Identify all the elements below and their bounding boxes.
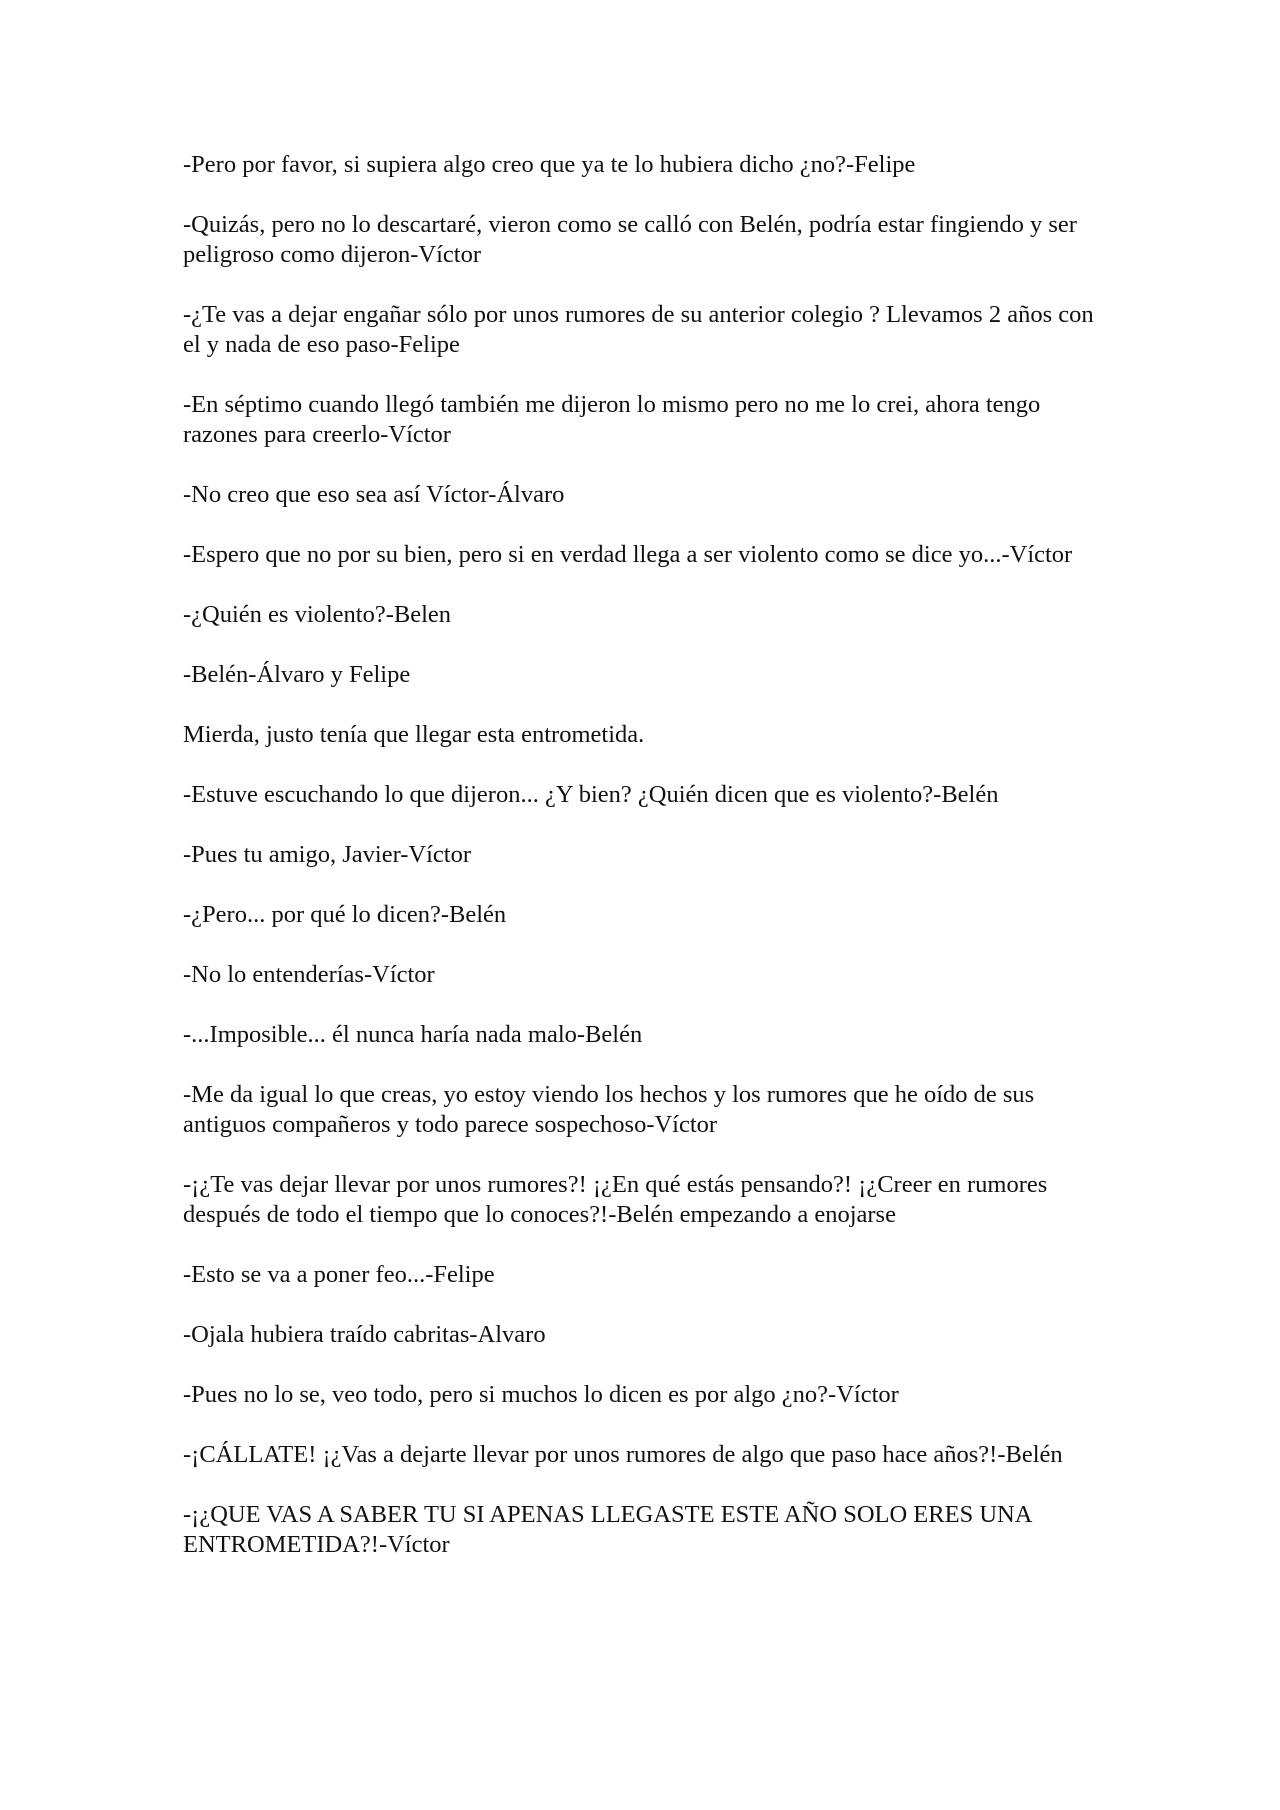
document-body — [183, 150, 1098, 1590]
dialogue-line: -No creo que eso sea así Víctor-Álvaro — [183, 481, 565, 508]
dialogue-line: -Belén-Álvaro y Felipe — [183, 661, 411, 688]
dialogue-line: -Me da igual lo que creas, yo estoy viendo los hechos y los rumores que he oído de sus antiguos compañeros y todo parece sospechoso-Víctor — [183, 1081, 1035, 1138]
dialogue-line: -Quizás, pero no lo descartaré, vieron como se calló con Belén, podría estar fingiendo y ser peligroso como dijeron-Víctor — [183, 211, 1077, 268]
dialogue-line: -Pues no lo se, veo todo, pero si muchos lo dicen es por algo ¿no?-Víctor — [183, 1381, 899, 1408]
dialogue-line: -Espero que no por su bien, pero si en verdad llega a ser violento como se dice yo...-Víctor — [183, 541, 1073, 568]
dialogue-line: -No lo entenderías-Víctor — [183, 961, 435, 988]
dialogue-line: -Estuve escuchando lo que dijeron... ¿Y bien? ¿Quién dicen que es violento?-Belén — [183, 781, 999, 808]
dialogue-line: -Pero por favor, si supiera algo creo que ya te lo hubiera dicho ¿no?-Felipe — [183, 151, 916, 178]
dialogue-line: -¡CÁLLATE! ¡¿Vas a dejarte llevar por unos rumores de algo que paso hace años?!-Belén — [183, 1441, 1063, 1468]
dialogue-line: -Pues tu amigo, Javier-Víctor — [183, 841, 471, 868]
dialogue-line: -¡¿Te vas dejar llevar por unos rumores?! ¡¿En qué estás pensando?! ¡¿Creer en rumores después de todo el tiempo que lo conoces?!-Belén empezando a enojarse — [183, 1171, 1048, 1228]
dialogue-line: -Ojala hubiera traído cabritas-Alvaro — [183, 1321, 546, 1348]
dialogue-line: -...Imposible... él nunca haría nada malo-Belén — [183, 1021, 643, 1048]
narration-line: Mierda, justo tenía que llegar esta entrometida. — [183, 721, 645, 748]
dialogue-line: -En séptimo cuando llegó también me dijeron lo mismo pero no me lo crei, ahora tengo razones para creerlo-Víctor — [183, 391, 1041, 448]
dialogue-line: -¿Pero... por qué lo dicen?-Belén — [183, 901, 507, 928]
dialogue-line: -¡¿QUE VAS A SABER TU SI APENAS LLEGASTE ESTE AÑO SOLO ERES UNA ENTROMETIDA?!-Víctor — [183, 1501, 1032, 1558]
dialogue-line: -¿Quién es violento?-Belen — [183, 601, 452, 628]
dialogue-line: -¿Te vas a dejar engañar sólo por unos rumores de su anterior colegio ? Llevamos 2 años con el y nada de eso paso-Felipe — [183, 301, 1094, 358]
dialogue-line: -Esto se va a poner feo...-Felipe — [183, 1261, 495, 1288]
